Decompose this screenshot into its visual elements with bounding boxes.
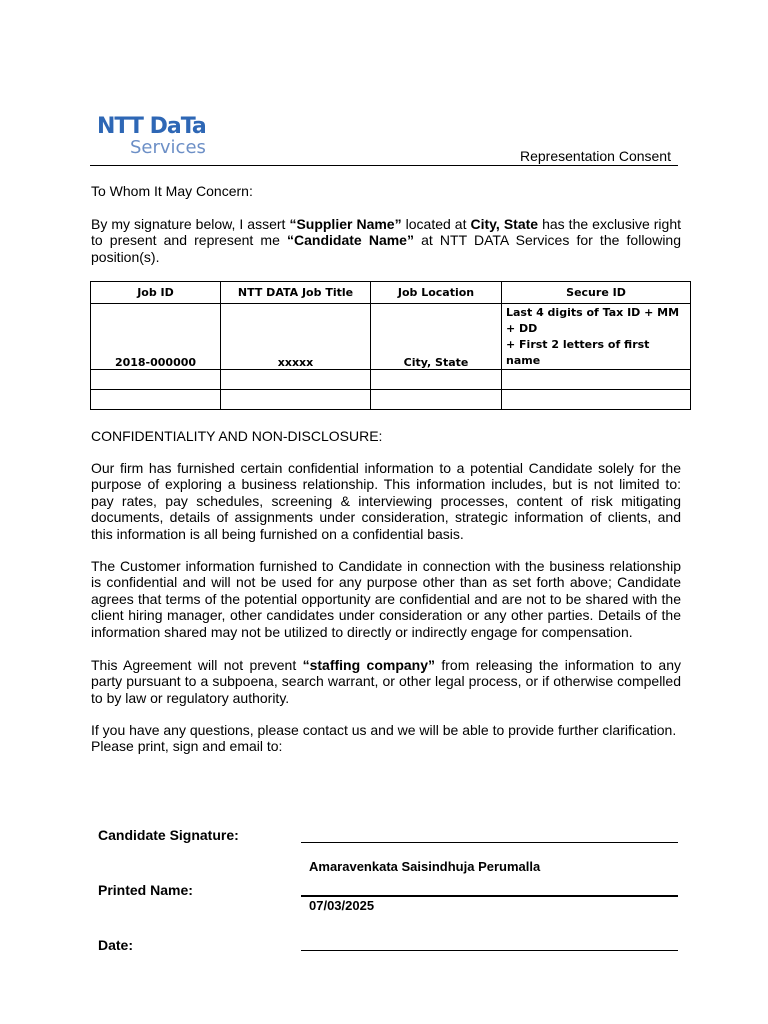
confidentiality-heading: CONFIDENTIALITY AND NON-DISCLOSURE: xyxy=(91,428,383,444)
supplier-location: City, State xyxy=(470,216,539,232)
header-job-location: Job Location xyxy=(371,282,502,304)
table-row xyxy=(91,304,691,370)
supplier-name: “Supplier Name” xyxy=(289,216,402,232)
logo-services: Services xyxy=(130,137,206,158)
position-table xyxy=(90,281,691,410)
staffing-company: “staffing company” xyxy=(302,657,435,673)
confidentiality-paragraph-2: The Customer information furnished to Candidate in connection with the business relationship is confidential and will not be used for any purpose other than as set forth above; Candidate agrees that terms of the potential opportunity are confidential and are not to be shared with the client hiring manager, other candidates under consideration or any other parties. Details of the information shared may not be utilized to directly or indirectly engage for compensation. xyxy=(91,558,681,640)
candidate-name: “Candidate Name” xyxy=(287,232,414,249)
table-row xyxy=(91,390,691,410)
agreement-paragraph: This Agreement will not prevent “staffing company” from releasing the information to any party pursuant to a subpoena, search warrant, or other legal process, or if otherwise compelled to by law or regulatory authority. xyxy=(91,657,681,706)
date-label: Date: xyxy=(98,937,134,953)
printed-name-value: Amaravenkata Saisindhuja Perumalla xyxy=(309,859,541,874)
header-job-id: Job ID xyxy=(91,282,221,304)
intro-paragraph: By my signature below, I assert “Supplier Name” located at City, State has the exclusive right to present and represent me “Candidate Name” at NTT DATA Services for the following position(s). xyxy=(91,216,682,265)
table-row xyxy=(91,370,691,390)
cell-job-id: 2018-000000 xyxy=(91,304,221,370)
ntt-data-logo xyxy=(97,114,212,160)
printed-name-line[interactable] xyxy=(301,895,678,897)
header-job-title: NTT DATA Job Title xyxy=(221,282,371,304)
salutation: To Whom It May Concern: xyxy=(91,183,253,199)
candidate-signature-label: Candidate Signature: xyxy=(98,827,239,843)
document-title: Representation Consent xyxy=(520,148,671,164)
date-line[interactable] xyxy=(301,950,678,951)
header-divider xyxy=(90,165,678,166)
cell-secure-id: Last 4 digits of Tax ID + MM + DD + First 2 letters of first name xyxy=(502,304,691,370)
cell-job-title: xxxxx xyxy=(221,304,371,370)
printed-name-label: Printed Name: xyxy=(98,882,193,898)
signature-line[interactable] xyxy=(301,842,678,843)
logo-wordmark: NTT DaTa xyxy=(97,114,206,139)
table-header-row xyxy=(91,282,691,304)
contact-paragraph: If you have any questions, please contact us and we will be able to provide further clarification. Please print, sign and email to: xyxy=(91,722,677,755)
header-secure-id: Secure ID xyxy=(502,282,691,304)
cell-job-location: City, State xyxy=(371,304,502,370)
date-value: 07/03/2025 xyxy=(309,898,375,913)
confidentiality-paragraph-1: Our firm has furnished certain confidential information to a potential Candidate solely for the purpose of exploring a business relationship. This information includes, but is not limited to: pay rates, pay schedules, screening & interviewing processes, content of risk mitigating documents, details of assignments under consideration, strategic information of clients, and this information is all being furnished on a confidential basis. xyxy=(91,460,681,542)
